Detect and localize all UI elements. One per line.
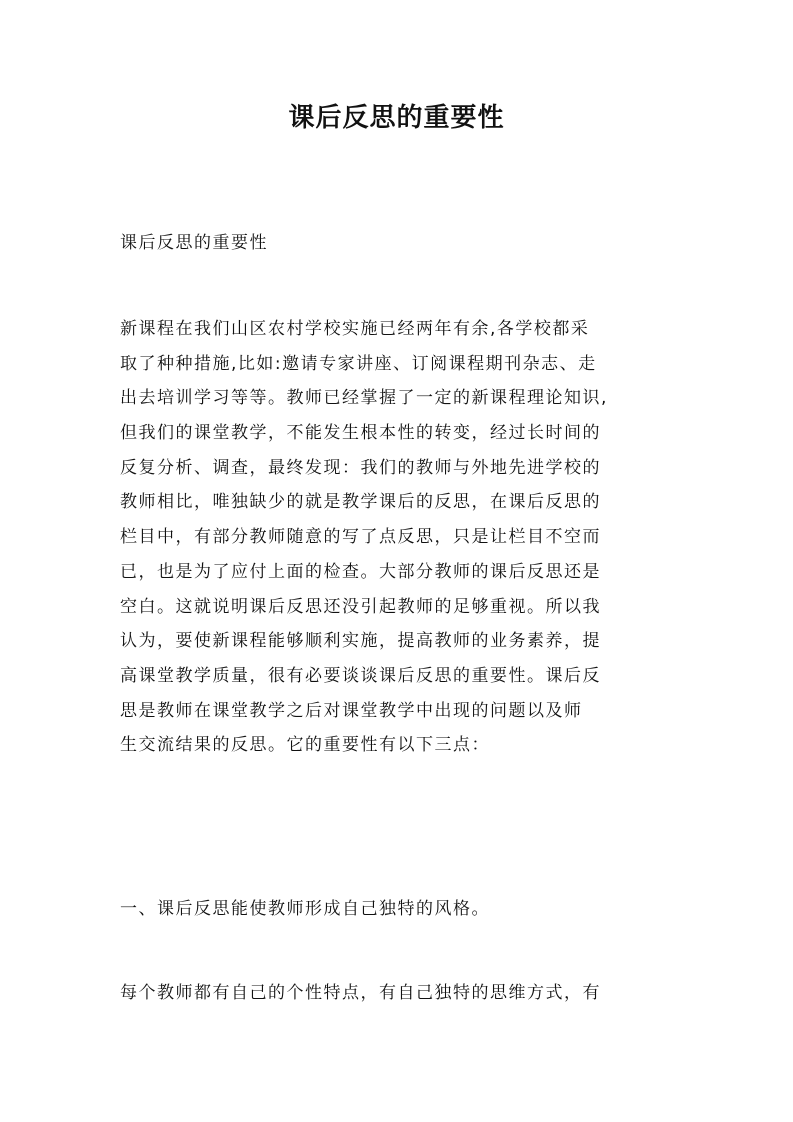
document-subtitle: 课后反思的重要性 bbox=[120, 233, 268, 253]
paragraph-line: 已，也是为了应付上面的检查。大部分教师的课后反思还是 bbox=[120, 561, 601, 582]
document-title: 课后反思的重要性 bbox=[288, 103, 505, 133]
paragraph-line: 高课堂教学质量，很有必要谈谈课后反思的重要性。课后反 bbox=[120, 665, 601, 686]
paragraph-line: 教师相比，唯独缺少的就是教学课后的反思，在课后反思的 bbox=[120, 492, 601, 513]
paragraph-line: 取了种种措施,比如:邀请专家讲座、订阅课程期刊杂志、走 bbox=[120, 353, 597, 374]
intro-paragraph bbox=[120, 312, 680, 763]
paragraph-line: 反复分析、调查，最终发现：我们的教师与外地先进学校的 bbox=[120, 457, 601, 478]
paragraph-line: 栏目中，有部分教师随意的写了点反思，只是让栏目不空而 bbox=[120, 527, 601, 548]
paragraph-line: 生交流结果的反思。它的重要性有以下三点： bbox=[120, 735, 490, 756]
paragraph-line: 思是教师在课堂教学之后对课堂教学中出现的问题以及师 bbox=[120, 700, 583, 721]
paragraph-line: 出去培训学习等等。教师已经掌握了一定的新课程理论知识, bbox=[120, 388, 608, 409]
paragraph-line: 认为，要使新课程能够顺利实施，提高教师的业务素养，提 bbox=[120, 631, 601, 652]
paragraph-line: 空白。这就说明课后反思还没引起教师的足够重视。所以我 bbox=[120, 596, 601, 617]
section-paragraph-1: 每个教师都有自己的个性特点，有自己独特的思维方式，有 bbox=[120, 983, 601, 1003]
section-heading-1: 一、课后反思能使教师形成自己独特的风格。 bbox=[120, 899, 490, 919]
paragraph-line: 但我们的课堂教学，不能发生根本性的转变，经过长时间的 bbox=[120, 423, 601, 444]
paragraph-line: 新课程在我们山区农村学校实施已经两年有余,各学校都采 bbox=[120, 319, 590, 339]
